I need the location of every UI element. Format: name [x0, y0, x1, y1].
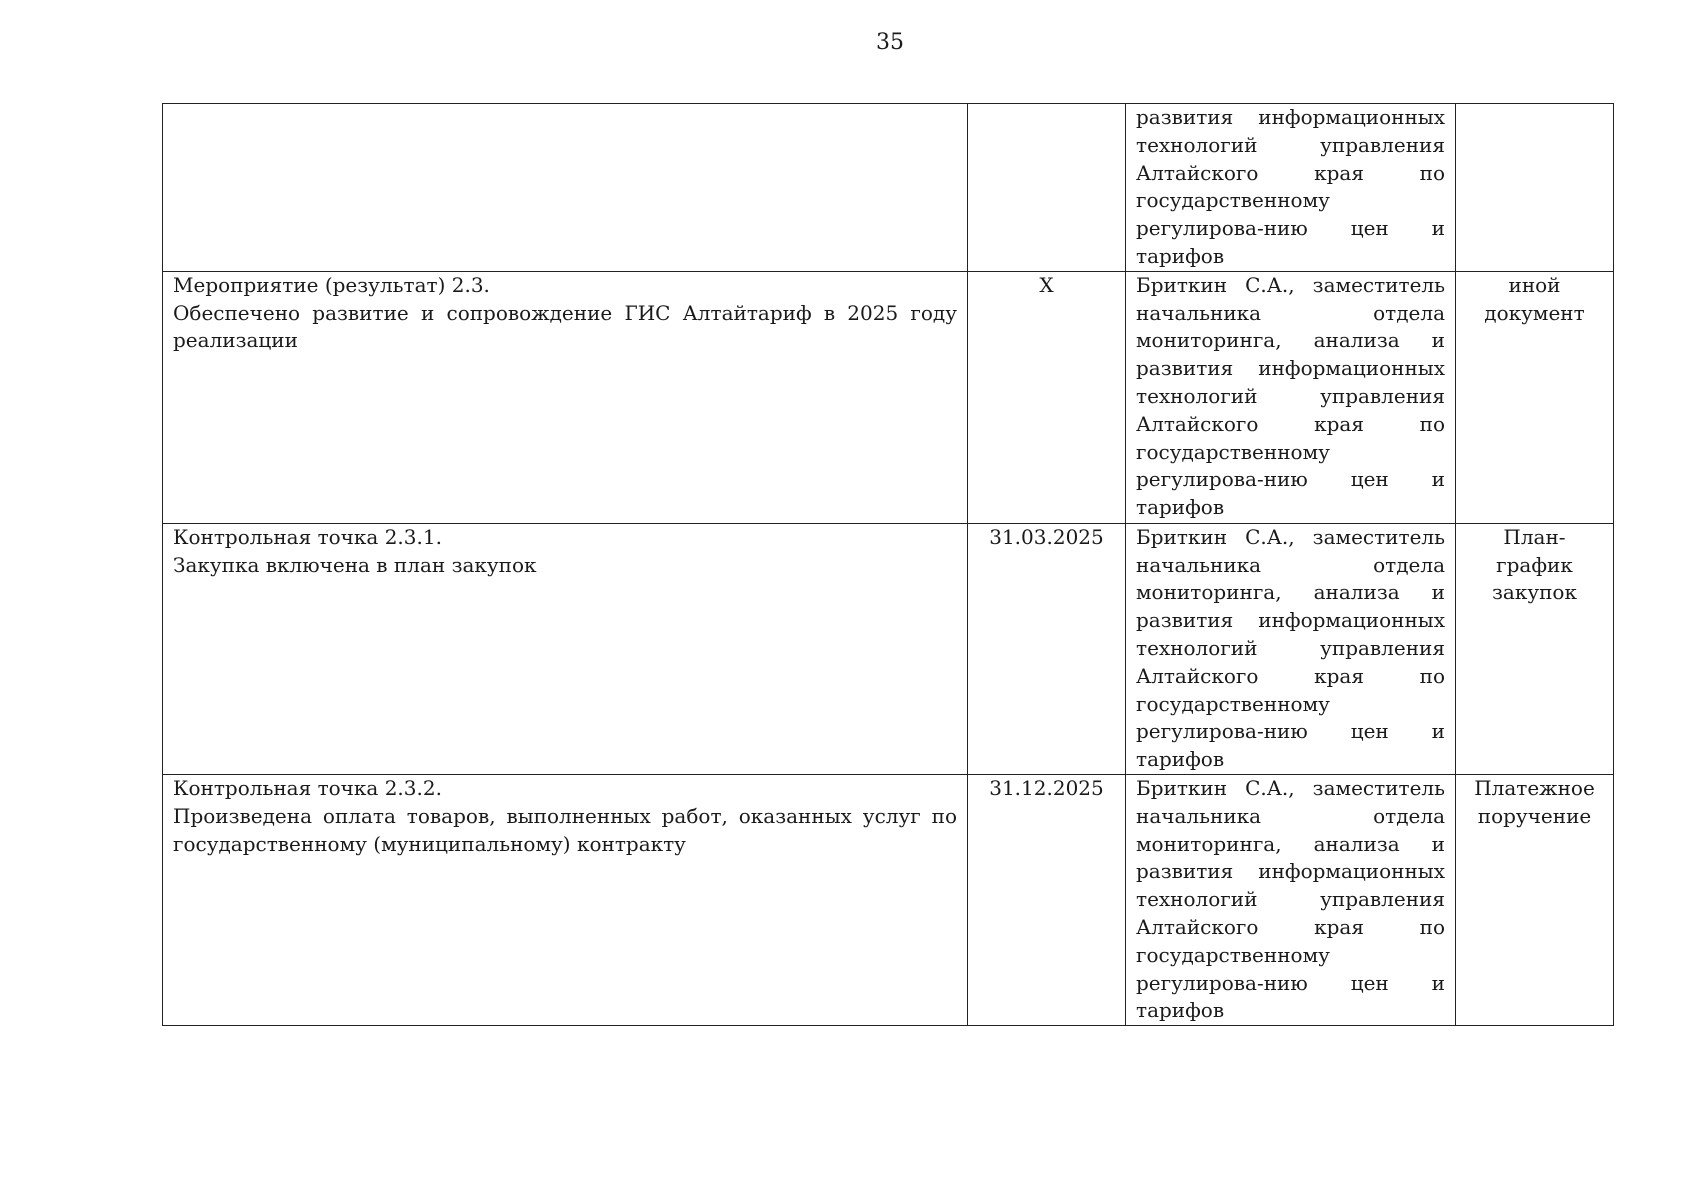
responsible-line: регулирова-нию цен и [1136, 970, 1445, 995]
document-cell: Платежное поручение [1456, 774, 1614, 1025]
responsible-line: тарифов [1136, 747, 1225, 772]
document-cell: План-график закупок [1456, 523, 1614, 774]
responsible-line: государственному [1136, 942, 1330, 967]
activity-cell [163, 271, 968, 523]
responsible-line: технологий управления [1136, 383, 1445, 408]
responsible-line: мониторинга, анализа и [1136, 328, 1445, 353]
responsible-line: тарифов [1136, 243, 1225, 268]
responsible-line: Алтайского края по [1136, 160, 1445, 185]
responsible-cell [1126, 271, 1456, 523]
document-cell [1456, 104, 1614, 272]
plan-table [162, 103, 1614, 1026]
document-cell: иной документ [1456, 271, 1614, 523]
responsible-line: начальника отдела [1136, 552, 1445, 577]
responsible-line: тарифов [1136, 998, 1225, 1023]
responsible-line: государственному [1136, 691, 1330, 716]
activity-cell [163, 774, 968, 1025]
deadline-cell: 31.03.2025 [968, 523, 1126, 774]
responsible-line: Алтайского края по [1136, 663, 1445, 688]
responsible-line: начальника отдела [1136, 803, 1445, 828]
table-row [163, 523, 1614, 774]
table-row [163, 774, 1614, 1025]
table-row [163, 271, 1614, 523]
activity-title: Контрольная точка 2.3.1. [173, 524, 442, 549]
activity-description: Обеспечено развитие и сопровождение ГИС Алтайтариф в 2025 году реализации [173, 300, 957, 353]
responsible-line: развития информационных [1136, 608, 1445, 633]
responsible-line: Алтайского края по [1136, 411, 1445, 436]
activity-cell [163, 523, 968, 774]
responsible-line: государственному [1136, 439, 1330, 464]
responsible-line: Бриткин С.А., заместитель [1136, 775, 1445, 800]
responsible-line: Бриткин С.А., заместитель [1136, 272, 1445, 297]
responsible-line: Алтайского края по [1136, 914, 1445, 939]
responsible-line: мониторинга, анализа и [1136, 831, 1445, 856]
responsible-line: развития информационных [1136, 105, 1445, 129]
responsible-line: регулирова-нию цен и [1136, 719, 1445, 744]
responsible-cell [1126, 523, 1456, 774]
table-row [163, 104, 1614, 272]
responsible-line: технологий управления [1136, 132, 1445, 157]
responsible-line: регулирова-нию цен и [1136, 216, 1445, 241]
responsible-line: Бриткин С.А., заместитель [1136, 524, 1445, 549]
activity-description: Произведена оплата товаров, выполненных работ, оказанных услуг по государственному (муниципальному) контракту [173, 803, 957, 856]
activity-title: Контрольная точка 2.3.2. [173, 775, 442, 800]
responsible-line: развития информационных [1136, 859, 1445, 884]
activity-cell [163, 104, 968, 272]
activity-description: Закупка включена в план закупок [173, 552, 537, 577]
responsible-line: технологий управления [1136, 887, 1445, 912]
activity-title: Мероприятие (результат) 2.3. [173, 272, 490, 297]
deadline-cell: X [968, 271, 1126, 523]
responsible-line: регулирова-нию цен и [1136, 467, 1445, 492]
deadline-cell [968, 104, 1126, 272]
responsible-line: технологий управления [1136, 635, 1445, 660]
responsible-cell [1126, 104, 1456, 272]
page-number: 35 [876, 30, 904, 55]
responsible-cell [1126, 774, 1456, 1025]
responsible-line: тарифов [1136, 495, 1225, 520]
responsible-line: государственному [1136, 188, 1330, 213]
responsible-line: начальника отдела [1136, 300, 1445, 325]
responsible-line: мониторинга, анализа и [1136, 580, 1445, 605]
deadline-cell: 31.12.2025 [968, 774, 1126, 1025]
responsible-line: развития информационных [1136, 356, 1445, 381]
